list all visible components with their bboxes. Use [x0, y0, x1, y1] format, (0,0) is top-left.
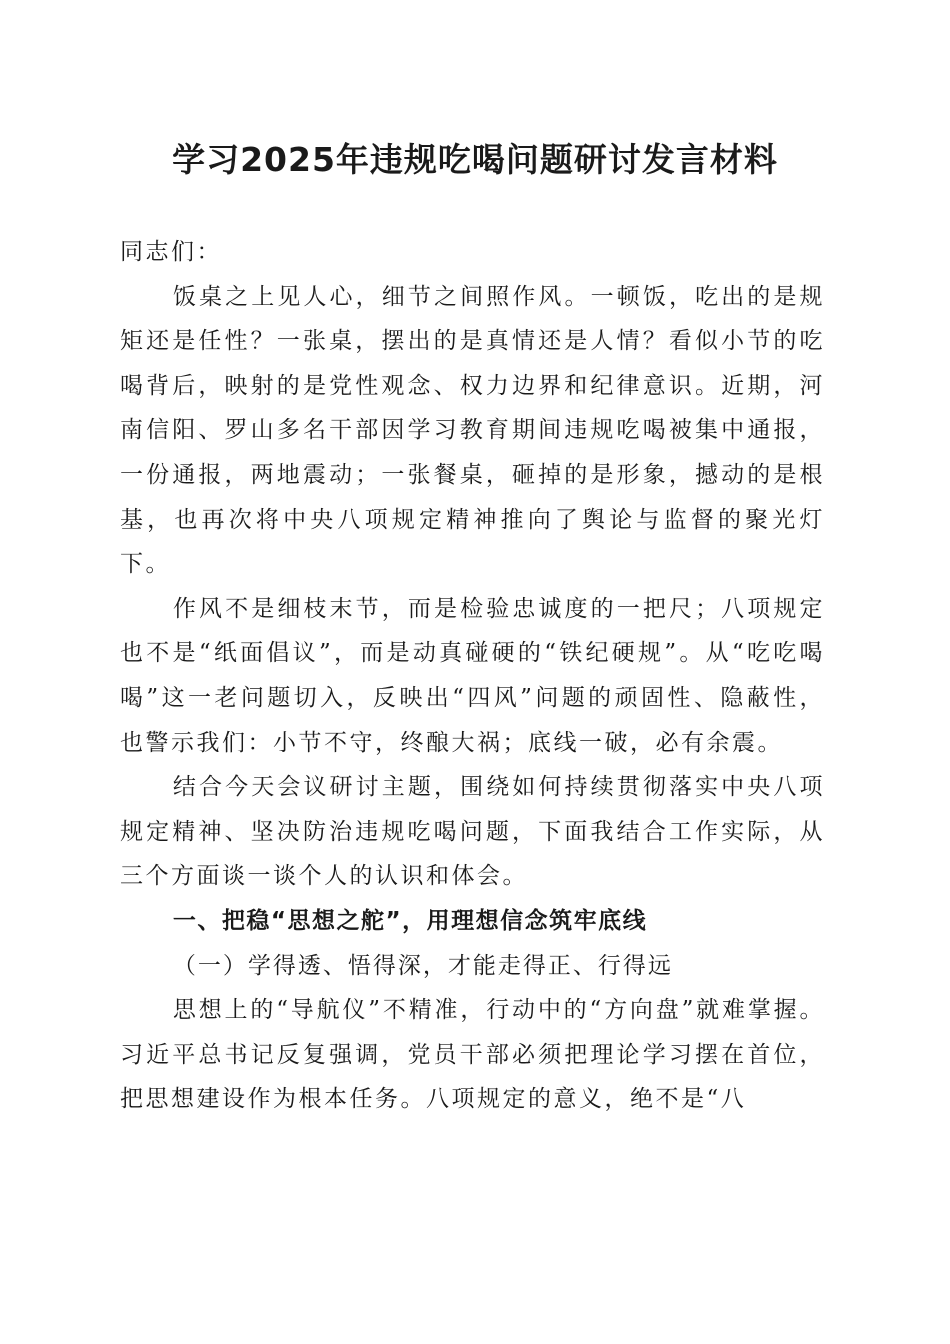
- paragraph-intro-1: 饭桌之上见人心，细节之间照作风。一顿饭，吃出的是规矩还是任性？一张桌，摆出的是真情还是人情？看似小节的吃喝背后，映射的是党性观念、权力边界和纪律意识。近期，河南信阳、罗山多名干部因学习教育期间违规吃喝被集中通报，一份通报，两地震动；一张餐桌，砸掉的是形象，撼动的是根基，也再次将中央八项规定精神推向了舆论与监督的聚光灯下。: [120, 283, 825, 578]
- paragraph-intro-2: 作风不是细枝末节，而是检验忠诚度的一把尺；八项规定也不是“纸面倡议”，而是动真碰硬的“铁纪硬规”。从“吃吃喝喝”这一老问题切入，反映出“四风”问题的顽固性、隐蔽性，也警示我们：小节不守，终酿大祸；底线一破，必有余震。: [120, 595, 825, 756]
- paragraph-intro-3: 结合今天会议研讨主题，围绕如何持续贯彻落实中央八项规定精神、坚决防治违规吃喝问题，下面我结合工作实际，从三个方面谈一谈个人的认识和体会。: [120, 774, 825, 890]
- subsection-heading-1-1: （一）学得透、悟得深，才能走得正、行得远: [172, 952, 673, 979]
- document-body: [120, 230, 825, 1122]
- section-heading-1: 一、把稳“思想之舵”，用理想信念筑牢底线: [172, 907, 648, 934]
- document-title: 学习2025年违规吃喝问题研讨发言材料: [172, 140, 778, 179]
- paragraph-section-1-1: 思想上的“导航仪”不精准，行动中的“方向盘”就难掌握。习近平总书记反复强调，党员干部必须把理论学习摆在首位，把思想建设作为根本任务。八项规定的意义，绝不是“八: [120, 997, 825, 1113]
- salutation: 同志们：: [120, 239, 222, 265]
